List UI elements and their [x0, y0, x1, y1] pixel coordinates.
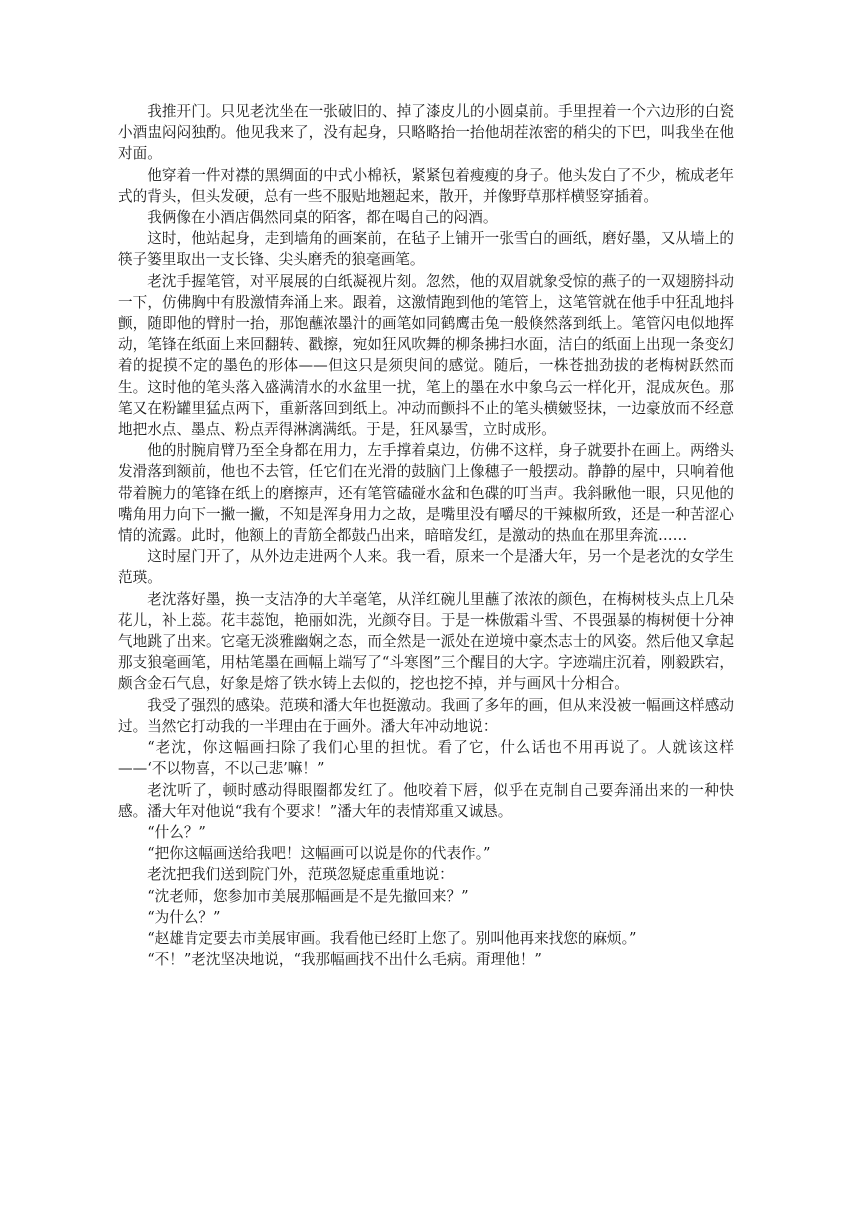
- paragraph: 我俩像在小酒店偶然同桌的陌客，都在喝自己的闷酒。: [147, 209, 498, 227]
- article-body: [118, 101, 734, 970]
- paragraph: 老沈手握笔管，对平展展的白纸凝视片刻。忽然，他的双眉就象受惊的燕子的一双翅膀抖动一下，仿佛胸中有股激情奔涌上来。跟着，这激情跑到他的笔管上，这笔管就在他手中狂乱地抖颤，随即他的臂肘一抬，那饱蘸浓墨汁的画笔如同鹤鹰击兔一般倏然落到纸上。笔管闪电似地挥动，笔锋在纸面上来回翻转、戳擦，宛如狂风吹舞的柳条拂扫水面，洁白的纸面上出现一条变幻着的捉摸不定的墨色的形体——但这只是须臾间的感觉。随后，一株苍拙劲拔的老梅树跃然而生。这时他的笔头落入盛满清水的水盆里一扰，笔上的墨在水中象乌云一样化开，混成灰色。那笔又在粉罐里猛点两下，重新落回到纸上。冲动而颤抖不止的笔头横皴竖抹，一边豪放而不经意地把水点、墨点、粉点弄得淋漓满纸。于是，狂风暴雪，立时成形。: [118, 272, 734, 439]
- paragraph: 我推开门。只见老沈坐在一张破旧的、掉了漆皮儿的小圆桌前。手里捏着一个六边形的白瓷小酒盅闷闷独酌。他见我来了，没有起身，只略略抬一抬他胡茬浓密的稍尖的下巴，叫我坐在他对面。: [118, 103, 734, 163]
- dialogue-paragraph: “把你这幅画送给我吧！这幅画可以说是你的代表作。”: [147, 845, 491, 863]
- dialogue-paragraph: “为什么？”: [147, 908, 221, 926]
- paragraph: 老沈把我们送到院门外，范瑛忽疑虑重重地说：: [147, 866, 454, 884]
- paragraph: 老沈落好墨，换一支洁净的大羊毫笔，从洋红碗儿里蘸了浓浓的颜色，在梅树枝头点上几朵花儿，补上蕊。花丰蕊饱，艳丽如洗，光颜夺目。于是一株傲霜斗雪、不畏强暴的梅树便十分神气地跳了出来。它毫无淡雅幽娴之态，而全然是一派处在逆境中豪杰志士的风姿。然后他又拿起那支狼毫画笔，用枯笔墨在画幅上端写了“斗寒图”三个醒目的大字。字迹端庄沉着，刚毅跌宕，颇含金石气息，好象是熔了铁水铸上去似的，挖也挖不掉，并与画风十分相合。: [118, 590, 734, 693]
- paragraph: 这时，他站起身，走到墙角的画案前，在毡子上铺开一张雪白的画纸，磨好墨，又从墙上的筷子篓里取出一支长锋、尖头磨秃的狼毫画笔。: [118, 230, 734, 269]
- paragraph: 他穿着一件对襟的黑绸面的中式小棉袄，紧紧包着瘦瘦的身子。他头发白了不少，梳成老年式的背头，但头发硬，总有一些不服贴地翘起来，散开，并像野草那样横竖穿插着。: [118, 166, 734, 205]
- dialogue-paragraph: “不！”老沈坚决地说，“我那幅画找不出什么毛病。甭理他！”: [147, 951, 542, 969]
- paragraph: 我受了强烈的感染。范瑛和潘大年也挺激动。我画了多年的画，但从来没被一幅画这样感动过。当然它打动我的一半理由在于画外。潘大年冲动地说：: [118, 696, 734, 735]
- paragraph: 老沈听了，顿时感动得眼圈都发红了。他咬着下唇，似乎在克制自己要奔涌出来的一种快感。潘大年对他说“我有个要求！”潘大年的表情郑重又诚恳。: [118, 781, 734, 820]
- paragraph: 他的肘腕肩臂乃至全身都在用力，左手撑着桌边，仿佛不这样，身子就要扑在画上。两绺头发滑落到额前，他也不去管，任它们在光滑的鼓脑门上像穗子一般摆动。静静的屋中，只响着他带着腕力的笔锋在纸上的磨擦声，还有笔管磕碰水盆和色碟的叮当声。我斜瞅他一眼，只见他的嘴角用力向下一撇一撇，不知是浑身用力之故，是嘴里没有嚼尽的干辣椒所致，还是一种苦涩心情的流露。此时，他额上的青筋全都鼓凸出来，暗暗发红，是激动的热血在那里奔流……: [118, 442, 734, 545]
- dialogue-paragraph: “沈老师，您参加市美展那幅画是不是先撤回来？”: [147, 887, 469, 905]
- paragraph: 这时屋门开了，从外边走进两个人来。我一看，原来一个是潘大年，另一个是老沈的女学生范瑛。: [118, 548, 734, 587]
- dialogue-paragraph: “什么？”: [147, 823, 206, 841]
- dialogue-paragraph: “老沈，你这幅画扫除了我们心里的担忧。看了它，什么话也不用再说了。人就该这样——‘不以物喜，不以己悲’嘛！”: [118, 739, 734, 778]
- dialogue-paragraph: “赵雄肯定要去市美展审画。我看他已经盯上您了。别叫他再来找您的麻烦。”: [147, 929, 637, 947]
